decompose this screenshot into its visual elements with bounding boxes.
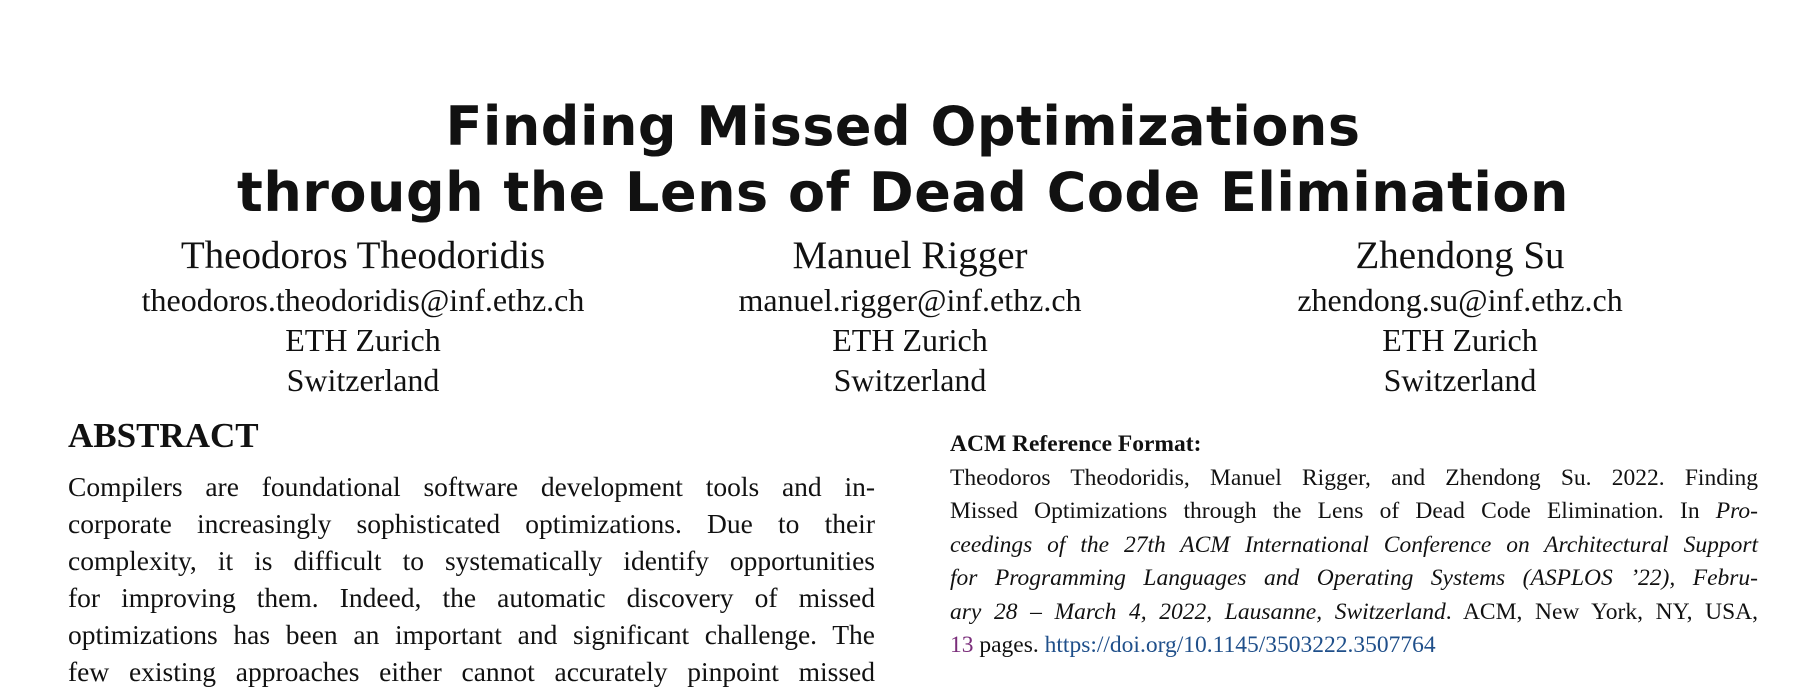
reference-line [950,596,1758,630]
author-affiliation: ETH Zurich [1382,322,1538,358]
reference-text: Missed Optimizations through the Lens of Dead Code Elimination. In [950,498,1716,524]
author-affiliation: ETH Zurich [285,322,441,358]
abstract-line: optimizations has been an important and significant challenge. The [68,619,875,650]
reference-proceedings: for Programming Languages and Operating Systems (ASPLOS ’22), Febru- [950,565,1758,591]
reference-line [950,562,1758,596]
reference-line: Theodoros Theodoridis, Manuel Rigger, and Zhendong Su. 2022. Finding [950,464,1758,491]
reference-proceedings: Pro- [1715,498,1758,524]
author-affiliation: ETH Zurich [832,322,988,358]
abstract-line: few existing approaches either cannot accurately pinpoint missed [68,656,875,687]
abstract-line: corporate increasingly sophisticated optimizations. Due to their [68,508,875,539]
paper-title-line-2: through the Lens of Dead Code Elimination [237,161,1569,225]
abstract-heading: ABSTRACT [68,416,259,455]
author-email: theodoros.theodoridis@inf.ethz.ch [141,282,585,318]
author-country: Switzerland [833,362,987,398]
pages-count-link[interactable]: 13 [950,632,974,658]
reference-proceedings: ceedings of the 27th ACM International Conference on Architectural Support [950,531,1758,558]
abstract-line: complexity, it is difficult to systematically identify opportunities [68,545,875,576]
author-name: Zhendong Su [1355,234,1565,277]
abstract-line: Compilers are foundational software development tools and in- [68,471,875,502]
paper-title-line-1: Finding Missed Optimizations [445,95,1361,159]
doi-link[interactable]: https://doi.org/10.1145/3503222.3507764 [1044,632,1436,658]
reference-publisher: . ACM, New York, NY, USA, [1445,598,1758,625]
author-email: zhendong.su@inf.ethz.ch [1297,282,1623,318]
author-name: Theodoros Theodoridis [180,234,546,277]
paper-title [0,94,1806,226]
reference-line [950,529,1758,563]
author-name: Manuel Rigger [792,234,1028,277]
reference-line [950,495,1758,529]
pages-suffix: pages. [973,632,1045,658]
abstract-body [68,468,875,690]
author-email: manuel.rigger@inf.ethz.ch [738,282,1082,318]
reference-proceedings: ary 28 – March 4, 2022, Lausanne, Switzerland [950,598,1446,625]
author-block-3 [1180,232,1740,400]
reference-line [950,629,1758,663]
author-country: Switzerland [286,362,440,398]
author-block-1 [83,232,643,400]
author-country: Switzerland [1383,362,1537,398]
abstract-line: for improving them. Indeed, the automatic discovery of missed [68,582,875,613]
author-block-2 [630,232,1190,400]
acm-reference-format [950,428,1758,663]
reference-heading: ACM Reference Format: [950,431,1202,457]
